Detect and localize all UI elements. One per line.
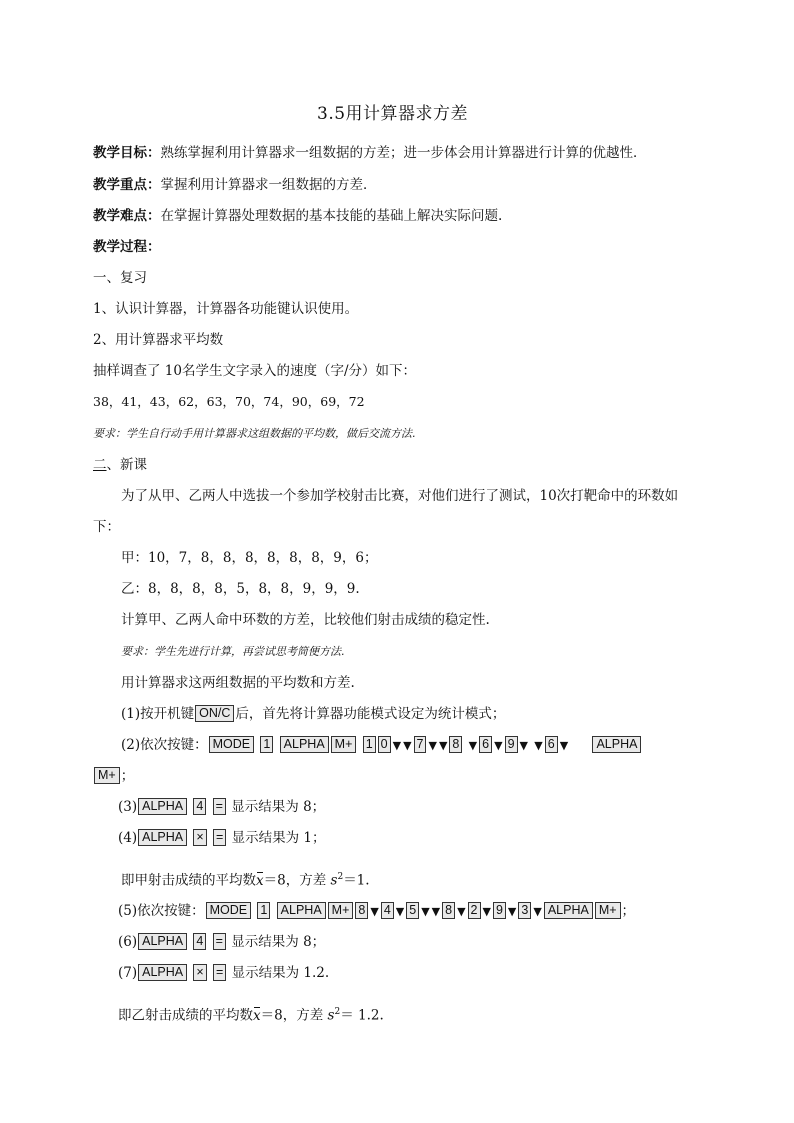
page-title: 3.5用计算器求方差 — [317, 104, 469, 124]
key-mplus: M+ — [595, 902, 621, 919]
survey-data: 38，41，43，62，63，70，74，90，69，72 — [93, 394, 365, 409]
variance-symbol: s — [327, 1007, 335, 1024]
step-4-prefix: (4) — [118, 830, 138, 846]
objective-line — [93, 143, 647, 163]
result-yi-suffix: ＝ 1.2. — [340, 1007, 384, 1024]
key-alpha: ALPHA — [138, 798, 187, 815]
step-7-prefix: (7) — [118, 965, 138, 981]
key-alpha: ALPHA — [138, 964, 187, 981]
step-4 — [118, 828, 326, 848]
key-mplus: M+ — [331, 736, 357, 753]
task-text: 计算甲、乙两人命中环数的方差，比较他们射击成绩的稳定性. — [121, 612, 490, 628]
step-1-prefix: (1)按开机键 — [121, 706, 195, 722]
variance-symbol: s — [330, 872, 338, 889]
key-alpha: ALPHA — [277, 902, 326, 919]
step-7-result: 显示结果为 1.2. — [231, 965, 330, 981]
difficulty-label: 教学难点： — [93, 208, 161, 224]
review-requirement: 要求：学生自行动手用计算器求这组数据的平均数，做后交流方法. — [93, 427, 416, 440]
key-alpha: ALPHA — [138, 933, 187, 950]
difficulty-line — [93, 206, 502, 226]
step-2-continued: M+ ； — [93, 766, 134, 786]
result-jia — [121, 867, 370, 891]
arrow-down-icon: ▼ — [468, 739, 478, 752]
key-equals: = — [213, 829, 226, 846]
key-7: 7 — [414, 736, 427, 753]
key-2: 2 — [468, 902, 481, 919]
variance-exponent: 2 — [337, 872, 344, 882]
arrow-down-icon: ▼ — [533, 905, 542, 918]
result-jia-suffix: ＝1. — [343, 872, 370, 889]
arrow-down-icon: ▼ — [403, 739, 412, 752]
problem-line-2: 下： — [93, 519, 120, 535]
result-yi — [118, 1002, 384, 1026]
key-alpha: ALPHA — [138, 829, 187, 846]
key-9: 9 — [505, 736, 518, 753]
key-9: 9 — [493, 902, 506, 919]
step-3 — [118, 797, 325, 817]
new-lesson-requirement: 要求：学生先进行计算，再尝试思考简便方法. — [121, 645, 345, 658]
key-alpha: ALPHA — [592, 736, 641, 753]
variance-exponent: 2 — [334, 1007, 341, 1017]
key-mplus: M+ — [94, 767, 120, 784]
review-item-2: 2、用计算器求平均数 — [93, 332, 224, 348]
step-1 — [121, 704, 505, 724]
step-2-prefix: (2)依次按键： — [121, 737, 208, 753]
new-lesson-heading-text: 、新课 — [106, 457, 147, 473]
step-5: (5)依次按键： MODE 1 ALPHA M+ 8 ▼ 4 ▼ 5 ▼ ▼ 8 ▼ 2 ▼ 9 ▼ 3 ▼ ALPHA M+ ； — [118, 903, 636, 919]
key-4: 4 — [193, 933, 206, 950]
difficulty-text: 在掌握计算器处理数据的基本技能的基础上解决实际问题. — [160, 208, 503, 224]
arrow-down-icon: ▼ — [534, 739, 543, 752]
arrow-down-icon: ▼ — [370, 905, 379, 918]
mean-symbol: x — [253, 1007, 261, 1024]
step-3-result: 显示结果为 8； — [231, 799, 326, 815]
process-label: 教学过程： — [93, 239, 161, 255]
key-6: 6 — [479, 736, 492, 753]
arrow-down-icon: ▼ — [428, 739, 437, 752]
key-times: × — [193, 964, 206, 981]
arrow-down-icon: ▼ — [507, 905, 517, 918]
result-jia-mid: ＝8，方差 — [263, 872, 327, 889]
key-4: 4 — [193, 798, 206, 815]
arrow-down-icon: ▼ — [438, 739, 448, 752]
key-0: 0 — [378, 736, 391, 753]
arrow-down-icon: ▼ — [482, 905, 491, 918]
key-alpha: ALPHA — [280, 736, 329, 753]
step-3-prefix: (3) — [118, 799, 138, 815]
key-8: 8 — [449, 736, 462, 753]
arrow-down-icon: ▼ — [519, 739, 528, 752]
new-lesson-heading — [93, 455, 147, 475]
arrow-down-icon: ▼ — [421, 905, 430, 918]
step-6-prefix: (6) — [118, 934, 138, 950]
result-jia-prefix: 即甲射击成绩的平均数 — [121, 872, 256, 889]
key-1: 1 — [260, 736, 273, 753]
result-yi-prefix: 即乙射击成绩的平均数 — [118, 1007, 253, 1024]
key-point-label: 教学重点： — [93, 177, 161, 193]
key-mode: MODE — [206, 902, 252, 919]
key-times: × — [193, 829, 206, 846]
step-4-result: 显示结果为 1； — [231, 830, 326, 846]
key-alpha: ALPHA — [544, 902, 593, 919]
key-equals: = — [213, 798, 226, 815]
arrow-down-icon: ▼ — [559, 739, 569, 752]
key-equals: = — [213, 964, 226, 981]
step-6-result: 显示结果为 8； — [231, 934, 326, 950]
key-1: 1 — [257, 902, 270, 919]
key-mplus: M+ — [328, 902, 354, 919]
key-point-line — [93, 175, 377, 195]
key-6: 6 — [545, 736, 558, 753]
jia-scores: 甲：10，7，8，8，8，8，8，8，9，6； — [121, 550, 378, 566]
review-item-1: 1、认识计算器，计算器各功能键认识使用。 — [93, 301, 359, 317]
step-2 — [121, 735, 642, 756]
arrow-down-icon: ▼ — [457, 905, 466, 918]
arrow-down-icon: ▼ — [392, 739, 402, 752]
new-lesson-heading-num: 二 — [93, 457, 107, 473]
intro-text: 用计算器求这两组数据的平均数和方差. — [121, 675, 355, 691]
yi-scores: 乙：8，8，8，8，5，8，8，9，9，9. — [121, 581, 360, 597]
step-6 — [118, 932, 325, 952]
arrow-down-icon: ▼ — [431, 905, 441, 918]
objective-label: 教学目标： — [93, 145, 161, 161]
objective-text: 熟练掌握利用计算器求一组数据的方差；进一步体会用计算器进行计算的优越性． — [160, 145, 647, 161]
key-on-c: ON/C — [195, 705, 234, 722]
key-1: 1 — [363, 736, 376, 753]
mean-symbol: x — [256, 872, 264, 889]
survey-text: 抽样调查了 10名学生文字录入的速度（字/分）如下： — [93, 363, 417, 379]
key-3: 3 — [518, 902, 531, 919]
key-mode: MODE — [209, 736, 255, 753]
result-yi-mid: ＝8，方差 — [260, 1007, 324, 1024]
arrow-down-icon: ▼ — [395, 905, 405, 918]
review-heading: 一、复习 — [93, 270, 147, 286]
key-5: 5 — [406, 902, 419, 919]
key-4: 4 — [381, 902, 394, 919]
key-8: 8 — [355, 902, 368, 919]
problem-line-1: 为了从甲、乙两人中选拔一个参加学校射击比赛，对他们进行了测试，10次打靶命中的环数如 — [121, 488, 679, 504]
key-equals: = — [213, 933, 226, 950]
step-7 — [118, 963, 329, 983]
key-point-text: 掌握利用计算器求一组数据的方差． — [160, 177, 377, 193]
step-5-prefix: (5)依次按键： — [118, 903, 205, 919]
key-8: 8 — [442, 902, 455, 919]
step-1-suffix: 后，首先将计算器功能模式设定为统计模式； — [235, 706, 506, 722]
arrow-down-icon: ▼ — [494, 739, 503, 752]
